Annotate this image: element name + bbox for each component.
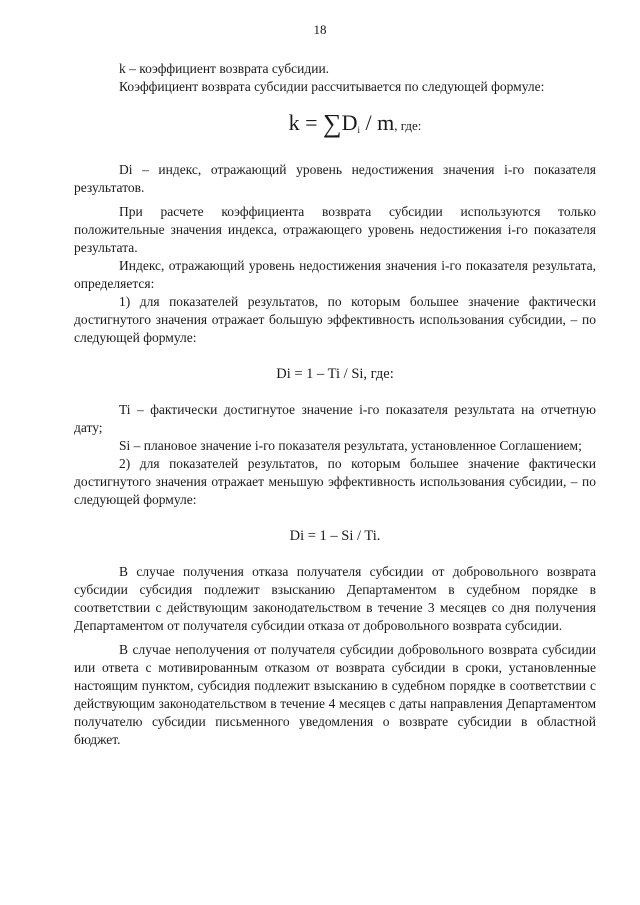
paragraph-index-intro: Индекс, отражающий уровень недостижения значения i-го показателя результата, определяется: (74, 258, 596, 291)
paragraph-case-2: 2) для показателей результатов, по которым большее значение фактически достигнутого значения отражает меньшую эффективность использования субсидии, – по следующей формуле: (74, 456, 596, 507)
formula-k-lhs: k = (288, 110, 324, 135)
document-body (74, 60, 596, 749)
formula-di-1: Di = 1 – Ti / Si, где: (276, 366, 394, 382)
formula-k-rest: / m (359, 110, 395, 135)
paragraph-ti-definition: Ti – фактически достигнутое значение i-го показателя результата на отчетную дату; (74, 402, 596, 435)
paragraph-refusal: В случае получения отказа получателя субсидии от добровольного возврата субсидии субсидия подлежит взысканию Департаментом в судебном порядке в соответствии с действующим законодательством в течение 3 месяцев со дня получения Департаментом от получателя субсидии отказа от добровольного возврата субсидии. (74, 564, 596, 633)
paragraph-k-intro: Коэффициент возврата субсидии рассчитывается по следующей формуле: (119, 79, 545, 94)
page-number: 18 (313, 22, 327, 37)
formula-k-where: , где: (394, 118, 422, 133)
paragraph-si-definition: Si – плановое значение i-го показателя результата, установленное Соглашением; (119, 438, 582, 453)
paragraph-no-response: В случае неполучения от получателя субсидии добровольного возврата субсидии или ответа с мотивированным отказом от возврата субсидии в сроки, установленные настоящим пунктом, субсидия подлежит взысканию в судебном порядке в соответствии с действующим законодательством в течение 4 месяцев с даты направления Департаментом получателю субсидии письменного уведомления о возврате субсидии в областной бюджет. (74, 642, 596, 747)
paragraph-positive-only: При расчете коэффициента возврата субсидии используются только положительные значения индекса, отражающего уровень недостижения i-го показателя результата. (74, 204, 596, 255)
paragraph-k-definition: k – коэффициент возврата субсидии. (119, 61, 330, 76)
formula-di-2: Di = 1 – Si / Ti. (289, 528, 381, 544)
formula-k (74, 110, 596, 143)
paragraph-di-definition: Di – индекс, отражающий уровень недостижения значения i-го показателя результатов. (74, 162, 596, 195)
formula-k-subscript: i (357, 125, 360, 135)
sigma-symbol: ∑ (323, 109, 342, 138)
paragraph-case-1: 1) для показателей результатов, по которым большее значение фактически достигнутого значения отражает большую эффективность использования субсидии, – по следующей формуле: (74, 294, 596, 345)
formula-k-d: D (341, 110, 358, 135)
